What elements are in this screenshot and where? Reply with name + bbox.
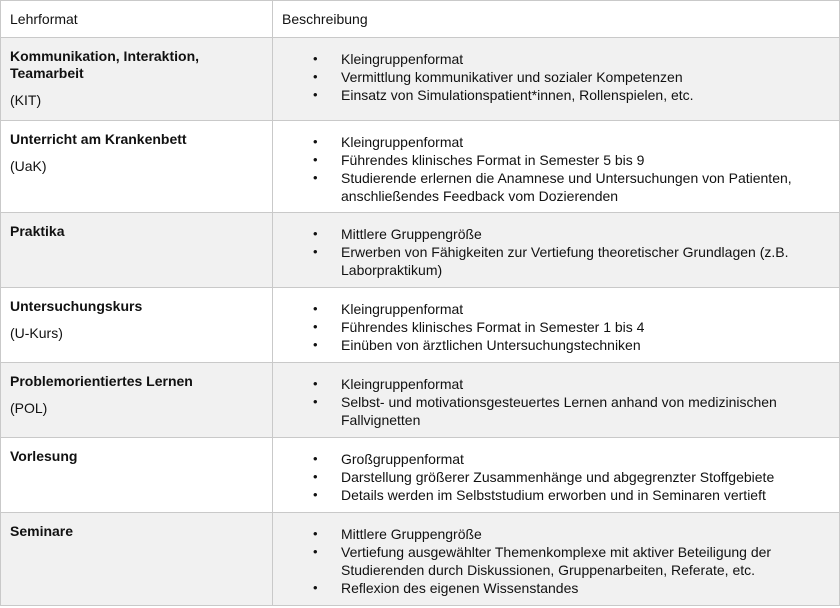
table-row bbox=[1, 121, 840, 213]
table-row bbox=[1, 38, 840, 121]
description-cell bbox=[273, 213, 840, 288]
header-beschreibung: Beschreibung bbox=[273, 1, 840, 38]
list-item: • Reflexion des eigenen Wissenstandes bbox=[341, 579, 831, 597]
format-cell bbox=[1, 38, 273, 121]
list-item: • Kleingruppenformat bbox=[341, 375, 831, 393]
list-item: • Großgruppenformat bbox=[341, 450, 831, 468]
list-item: • Kleingruppenformat bbox=[341, 50, 831, 68]
table-row bbox=[1, 213, 840, 288]
table-row bbox=[1, 288, 840, 363]
list-item: • Studierende erlernen die Anamnese und Untersuchungen von Patienten, anschließendes Feedback vom Dozierenden bbox=[341, 169, 831, 205]
format-abbreviation: (U-Kurs) bbox=[10, 325, 63, 341]
format-name: Vorlesung bbox=[10, 448, 78, 464]
description-cell bbox=[273, 38, 840, 121]
description-cell bbox=[273, 363, 840, 438]
list-item: • Führendes klinisches Format in Semester 5 bis 9 bbox=[341, 151, 831, 169]
format-name: Problemorientiertes Lernen bbox=[10, 373, 193, 389]
list-item: • Selbst- und motivationsgesteuertes Lernen anhand von medizinischen Fallvignetten bbox=[341, 393, 831, 429]
list-item: • Kleingruppenformat bbox=[341, 133, 831, 151]
table-row bbox=[1, 513, 840, 606]
format-name: Unterricht am Krankenbett bbox=[10, 131, 187, 147]
header-row bbox=[1, 1, 840, 38]
description-cell bbox=[273, 288, 840, 363]
description-cell bbox=[273, 121, 840, 213]
description-cell bbox=[273, 513, 840, 606]
description-list bbox=[273, 375, 831, 429]
format-cell bbox=[1, 121, 273, 213]
description-list bbox=[273, 300, 831, 354]
format-cell bbox=[1, 438, 273, 513]
description-list bbox=[273, 450, 831, 504]
table-row bbox=[1, 438, 840, 513]
format-name: Praktika bbox=[10, 223, 65, 239]
format-cell bbox=[1, 513, 273, 606]
list-item: • Vertiefung ausgewählter Themenkomplexe mit aktiver Beteiligung der Studierenden durch Diskussionen, Gruppenarbeiten, Referate, etc. bbox=[341, 543, 831, 579]
description-list bbox=[273, 525, 831, 597]
list-item: • Führendes klinisches Format in Semester 1 bis 4 bbox=[341, 318, 831, 336]
list-item: • Mittlere Gruppengröße bbox=[341, 225, 831, 243]
format-name: Seminare bbox=[10, 523, 74, 539]
format-abbreviation: (UaK) bbox=[10, 158, 47, 174]
format-cell bbox=[1, 288, 273, 363]
format-abbreviation: (KIT) bbox=[10, 92, 42, 108]
list-item: • Einüben von ärztlichen Untersuchungstechniken bbox=[341, 336, 831, 354]
format-name: Untersuchungskurs bbox=[10, 298, 143, 314]
format-cell bbox=[1, 363, 273, 438]
table-row bbox=[1, 363, 840, 438]
list-item: • Mittlere Gruppengröße bbox=[341, 525, 831, 543]
format-abbreviation: (POL) bbox=[10, 400, 48, 416]
list-item: • Erwerben von Fähigkeiten zur Vertiefung theoretischer Grundlagen (z.B. Laborpraktikum) bbox=[341, 243, 831, 279]
list-item: • Vermittlung kommunikativer und sozialer Kompetenzen bbox=[341, 68, 831, 86]
description-list bbox=[273, 225, 831, 279]
format-name: Kommunikation, Interaktion, Teamarbeit bbox=[10, 48, 200, 81]
header-lehrformat: Lehrformat bbox=[1, 1, 273, 38]
description-list bbox=[273, 50, 831, 104]
list-item: • Kleingruppenformat bbox=[341, 300, 831, 318]
description-cell bbox=[273, 438, 840, 513]
format-cell bbox=[1, 213, 273, 288]
description-list bbox=[273, 133, 831, 205]
list-item: • Details werden im Selbststudium erworben und in Seminaren vertieft bbox=[341, 486, 831, 504]
list-item: • Darstellung größerer Zusammenhänge und abgegrenzter Stoffgebiete bbox=[341, 468, 831, 486]
list-item: • Einsatz von Simulationspatient*innen, Rollenspielen, etc. bbox=[341, 86, 831, 104]
